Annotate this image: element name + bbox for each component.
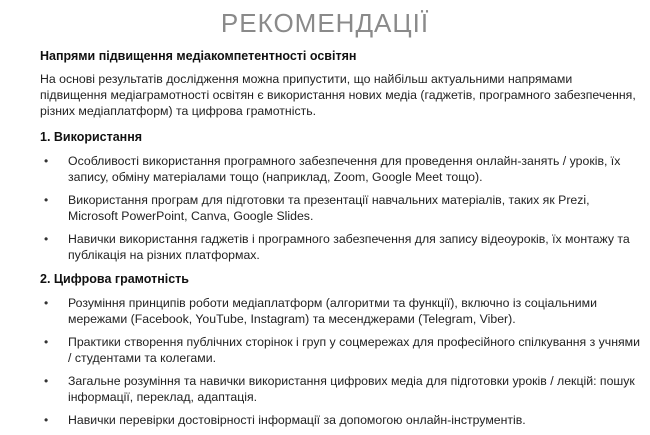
- bullet-icon: •: [44, 232, 49, 246]
- list-item-text: Розуміння принципів роботи медіаплатформ (алгоритми та функції), включно із соціальними мережами (Facebook, YouTube, Instagram) та месенджерами (Telegram, Viber).: [68, 296, 597, 326]
- section-digital-literacy: [40, 271, 640, 428]
- list-item: [40, 412, 640, 428]
- section-usage: [40, 129, 640, 263]
- bullet-list: [40, 153, 640, 263]
- list-item-text: Загальне розуміння та навички використання цифрових медіа для підготовки уроків / лекцій: пошук інформації, переклад, адаптація.: [68, 374, 635, 404]
- section-heading: 2. Цифрова грамотність: [40, 272, 189, 286]
- bullet-icon: •: [44, 296, 49, 310]
- list-item-text: Навички перевірки достовірності інформації за допомогою онлайн-інструментів.: [68, 413, 526, 427]
- intro-heading: Напрями підвищення медіакомпетентності освітян: [40, 49, 357, 63]
- bullet-icon: •: [44, 413, 49, 427]
- bullet-icon: •: [44, 335, 49, 349]
- page-title: РЕКОМЕНДАЦІЇ: [220, 8, 430, 38]
- list-item-text: Особливості використання програмного забезпечення для проведення онлайн-занять / уроків, їх запису, обміну матеріалами тощо (наприклад, Zoom, Google Meet тощо).: [68, 154, 621, 184]
- bullet-icon: •: [44, 154, 49, 168]
- bullet-icon: •: [44, 193, 49, 207]
- list-item: [40, 231, 640, 263]
- list-item-text: Практики створення публічних сторінок і груп у соцмережах для професійного спілкування з учнями / студентами та колегами.: [68, 335, 640, 365]
- intro-paragraph: На основі результатів дослідження можна припустити, що найбільш актуальними напрямами підвищення медіаграмотності освітян є використання нових медіа (гаджетів, програмного забезпечення, різних медіаплатформ) та цифрова грамотність.: [40, 72, 636, 118]
- section-heading: 1. Використання: [40, 130, 143, 144]
- list-item-text: Навички використання гаджетів і програмного забезпечення для запису відеоуроків, їх монтажу та публікація на різних платформах.: [68, 232, 630, 262]
- document-body: [40, 48, 640, 435]
- list-item: [40, 192, 640, 224]
- list-item: [40, 153, 640, 185]
- list-item: [40, 295, 640, 327]
- list-item: [40, 334, 640, 366]
- list-item: [40, 373, 640, 405]
- list-item-text: Використання програм для підготовки та презентації навчальних матеріалів, таких як Prezi, Microsoft PowerPoint, Canva, Google Slides.: [68, 193, 590, 223]
- bullet-icon: •: [44, 374, 49, 388]
- bullet-list: [40, 295, 640, 428]
